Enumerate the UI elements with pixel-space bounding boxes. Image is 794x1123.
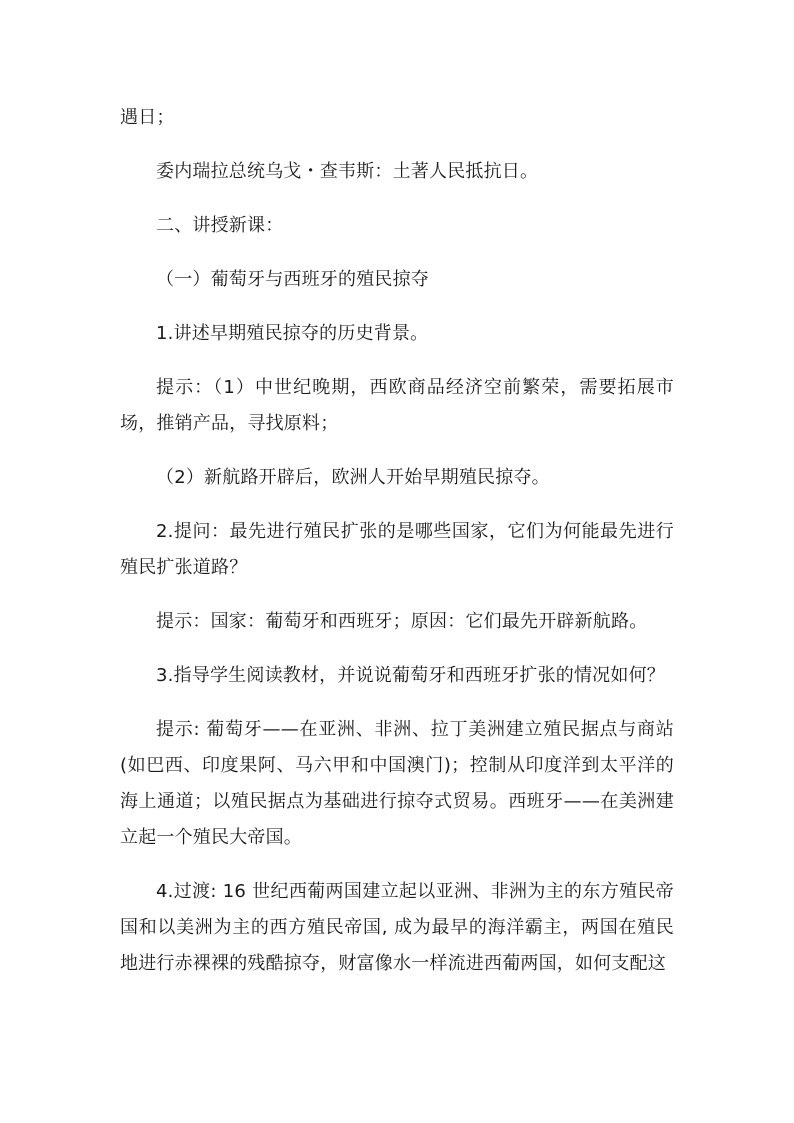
paragraph-7: （2）新航路开辟后，欧洲人开始早期殖民掠夺。 [156,467,550,488]
paragraph-11: 提示: 葡萄牙——在亚洲、非洲、拉丁美洲建立殖民据点与商站(如巴西、印度果阿、马六甲和中国澳门)；控制从印度洋到太平洋的海上通道；以殖民据点为基础进行掠夺式贸易。西班牙——在美洲建立起一个殖民大帝国。 [120,719,674,848]
section-heading: 二、讲授新课： [156,215,284,236]
paragraph-5: 1.讲述早期殖民掠夺的历史背景。 [156,323,429,344]
paragraph-6: 提示：（1）中世纪晚期，西欧商品经济空前繁荣，需要拓展市场，推销产品，寻找原料； [120,377,674,434]
paragraph-10: 3.指导学生阅读教材，并说说葡萄牙和西班牙扩张的情况如何？ [156,665,665,686]
paragraph-8: 2.提问：最先进行殖民扩张的是哪些国家，它们为何能最先进行殖民扩张道路？ [120,521,674,578]
subsection-heading: （一）葡萄牙与西班牙的殖民掠夺 [156,269,429,290]
paragraph-2: 委内瑞拉总统乌戈・查韦斯：土著人民抵抗日。 [156,161,539,182]
paragraph-1: 遇日； [120,107,175,128]
paragraph-12: 4.过渡: 16 世纪西葡两国建立起以亚洲、非洲为主的东方殖民帝国和以美洲为主的西方殖民帝国, 成为最早的海洋霸主，两国在殖民地进行赤裸裸的残酷掠夺，财富像水一样流进西葡两国，如何支配这 [120,881,674,974]
paragraph-9: 提示：国家：葡萄牙和西班牙；原因：它们最先开辟新航路。 [156,611,648,632]
